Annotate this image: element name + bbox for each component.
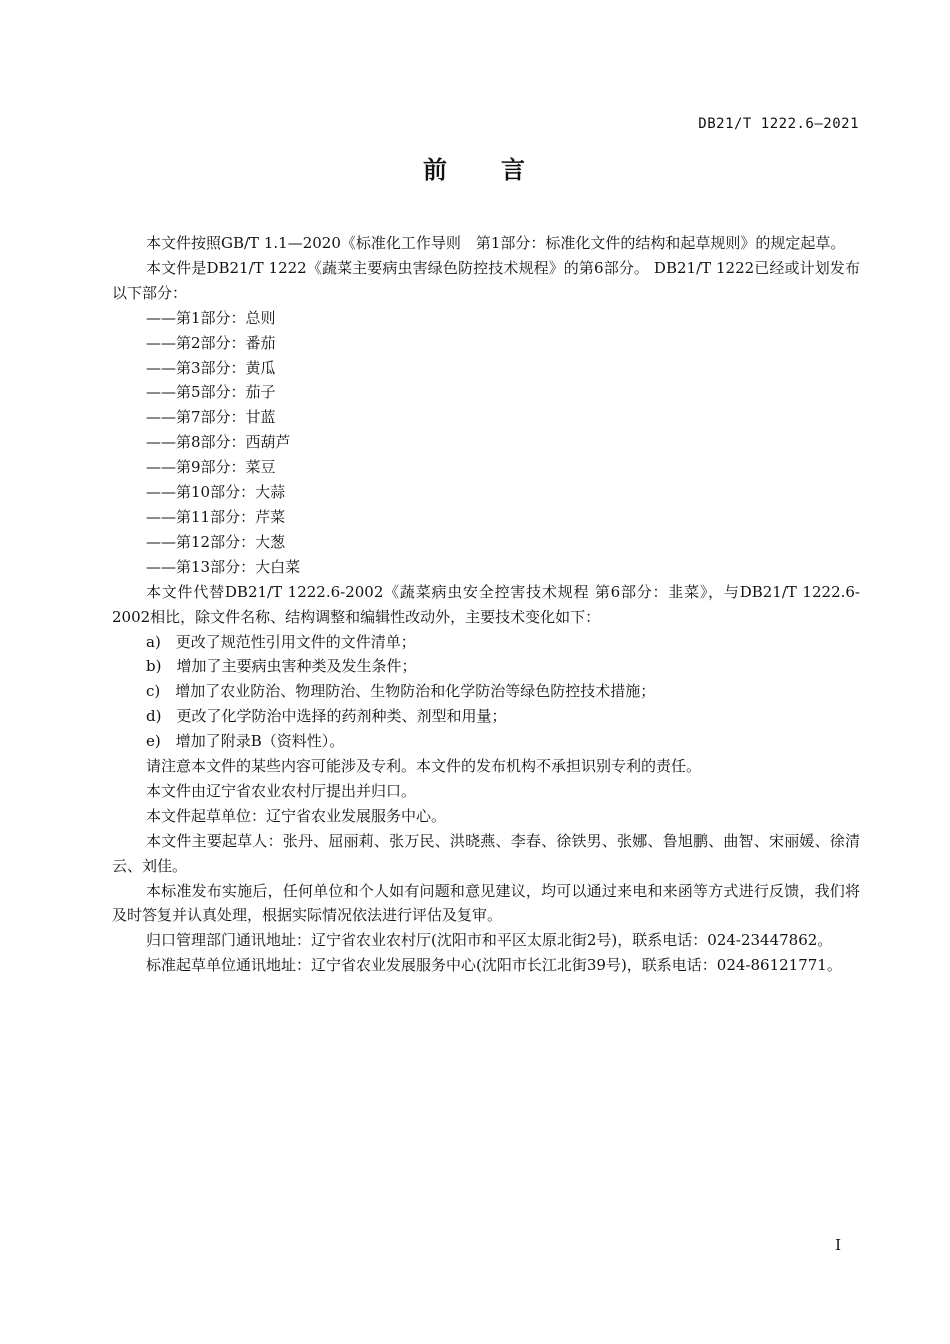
changes-list <box>112 630 860 755</box>
list-item: ——第10部分：大蒜 <box>146 483 286 502</box>
parts-list <box>112 306 860 580</box>
paragraph-proposer: 本文件由辽宁省农业农村厅提出并归口。 <box>146 781 417 800</box>
list-item: ——第2部分：番茄 <box>146 333 276 352</box>
paragraph-series-intro: 本文件是DB21/T 1222《蔬菜主要病虫害绿色防控技术规程》的第6部分。 DB21/T 1222已经或计划发布以下部分： <box>112 258 860 302</box>
list-item: c) 增加了农业防治、物理防治、生物防治和化学防治等绿色防控技术措施； <box>146 682 656 701</box>
list-item: ——第3部分：黄瓜 <box>146 358 276 377</box>
paragraph-replacement: 本文件代替DB21/T 1222.6-2002《蔬菜病虫安全控害技术规程 第6部分：韭菜》，与DB21/T 1222.6-2002相比，除文件名称、结构调整和编辑性改动外，主要技术变化如下： <box>112 582 860 626</box>
page-title: 前 言 <box>423 156 527 184</box>
list-item: ——第12部分：大葱 <box>146 532 286 551</box>
list-item: ——第8部分：西葫芦 <box>146 433 291 452</box>
list-item: e) 增加了附录B（资料性）。 <box>146 732 345 751</box>
paragraph-feedback: 本标准发布实施后，任何单位和个人如有问题和意见建议，均可以通过来电和来函等方式进行反馈，我们将及时答复并认真处理，根据实际情况依法进行评估及复审。 <box>112 881 860 925</box>
paragraph-drafting-unit: 本文件起草单位：辽宁省农业发展服务中心。 <box>146 806 447 825</box>
foreword-body <box>112 231 860 978</box>
paragraph-drafting-basis: 本文件按照GB/T 1.1—2020《标准化工作导则 第1部分：标准化文件的结构和起草规则》的规定起草。 <box>146 234 846 252</box>
paragraph-admin-address: 归口管理部门通讯地址：辽宁省农业农村厅(沈阳市和平区太原北街2号)，联系电话：024-23447862。 <box>146 931 833 950</box>
list-item: ——第1部分：总则 <box>146 308 276 327</box>
standard-code: DB21/T 1222.6—2021 <box>698 116 859 132</box>
page-number: I <box>835 1236 841 1254</box>
list-item: a) 更改了规范性引用文件的文件清单； <box>146 632 416 651</box>
list-item: b) 增加了主要病虫害种类及发生条件； <box>146 657 417 676</box>
paragraph-drafters: 本文件主要起草人：张丹、屈丽莉、张万民、洪晓燕、李春、徐铁男、张娜、鲁旭鹏、曲智、宋丽媛、徐清云、刘佳。 <box>112 831 860 875</box>
list-item: ——第11部分：芹菜 <box>146 507 286 526</box>
paragraph-patent-notice: 请注意本文件的某些内容可能涉及专利。本文件的发布机构不承担识别专利的责任。 <box>146 757 702 776</box>
list-item: ——第7部分：甘蓝 <box>146 408 276 427</box>
list-item: ——第5部分：茄子 <box>146 383 276 402</box>
list-item: d) 更改了化学防治中选择的药剂种类、剂型和用量； <box>146 707 507 726</box>
paragraph-drafter-address: 标准起草单位通讯地址：辽宁省农业发展服务中心(沈阳市长江北街39号)，联系电话：024-86121771。 <box>146 956 842 975</box>
list-item: ——第9部分：菜豆 <box>146 458 276 477</box>
list-item: ——第13部分：大白菜 <box>146 557 301 576</box>
